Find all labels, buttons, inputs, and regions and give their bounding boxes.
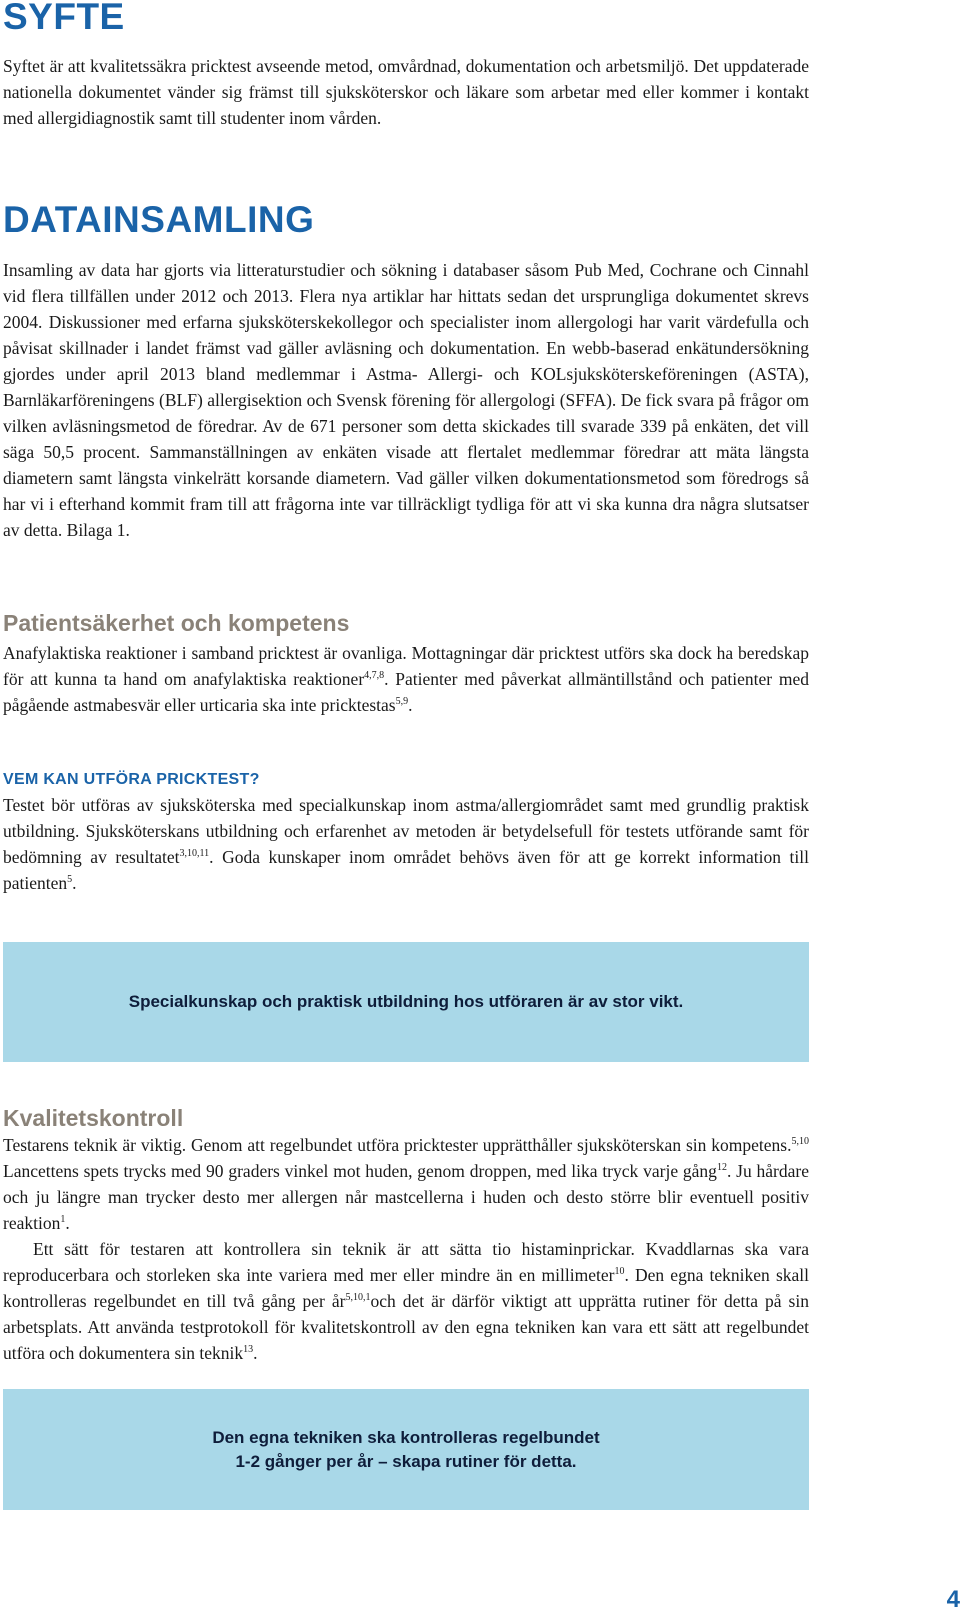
text-segment: Anafylaktiska reaktioner i samband pricktest är ovanliga. Mottagningar där pricktest utförs ska dock ha beredskap för att kunna ta hand om anafylaktiska reaktioner: [3, 643, 809, 689]
text-segment: Lancettens spets trycks med 90 graders vinkel mot huden, genom droppen, med lika tryck varje gång: [3, 1161, 717, 1181]
reference-superscript: 1: [60, 1214, 66, 1226]
text-segment: Testet bör utföras av sjuksköterska med specialkunskap inom astma/allergiområdet samt med grundlig praktisk utbildning. Sjuksköterskans utbildning och erfarenhet av metoden är betydelsefull för testets utförande samt för bedömning av resultatet: [3, 795, 809, 867]
reference-superscript: 4,7,8: [364, 670, 385, 682]
page-number: 4: [946, 1586, 960, 1613]
heading-syfte: SYFTE: [3, 0, 125, 37]
text-segment: Testarens teknik är viktig. Genom att regelbundet utföra pricktester upprätthåller sjuksköterskan sin kompetens.: [3, 1135, 792, 1155]
callout-text: Den egna tekniken ska kontrolleras regelbundet 1-2 gånger per år – skapa rutiner för detta.: [212, 1427, 600, 1471]
text-segment: . Patienter med påverkat allmäntillstånd och patienter med pågående astmabesvär eller urticaria ska inte pricktestas: [3, 669, 809, 715]
reference-superscript: 10: [614, 1266, 625, 1278]
callout-box-specialkunskap: [3, 942, 809, 1062]
reference-superscript: 5,10,1: [345, 1292, 371, 1304]
paragraph-patientsakerhet: [3, 640, 809, 718]
heading-patientsakerhet: Patientsäkerhet och kompetens: [3, 610, 350, 636]
paragraph-kvalitetskontroll-2: [3, 1236, 809, 1366]
reference-superscript: 13: [243, 1344, 254, 1356]
heading-datainsamling: DATAINSAMLING: [3, 199, 315, 240]
paragraph-vem-kan-utfora: [3, 792, 809, 896]
text-segment: . Ju hårdare och ju längre man trycker desto mer allergen når mastcellerna i huden och desto större blir eventuell positiv reaktion: [3, 1161, 809, 1233]
paragraph-syfte: Syftet är att kvalitetssäkra pricktest avseende metod, omvårdnad, dokumentation och arbetsmiljö. Det uppdaterade nationella dokumentet vänder sig främst till sjuksköterskor och läkare som arbetar med eller kommer i kontakt med allergidiagnostik samt till studenter inom vården.: [3, 56, 809, 128]
text-segment: .: [65, 1213, 70, 1233]
text-segment: . Den egna tekniken skall kontrolleras regelbundet en till två gång per år: [3, 1265, 809, 1311]
reference-superscript: 12: [716, 1162, 727, 1174]
paragraph-kvalitetskontroll-1: [3, 1132, 809, 1236]
text-segment: . Goda kunskaper inom området behövs även för att ge korrekt information till patienten: [3, 847, 809, 893]
callout-box-tekniken: [3, 1389, 809, 1510]
reference-superscript: 5,9: [395, 696, 409, 708]
reference-superscript: 5,10: [791, 1136, 809, 1148]
text-segment: och det är därför viktigt att upprätta rutiner för detta på sin arbetsplats. Att använda testprotokoll för kvalitetskontroll av den egna tekniken kan vara ett sätt att regelbundet utföra och dokumentera sin teknik: [3, 1291, 809, 1363]
heading-kvalitetskontroll: Kvalitetskontroll: [3, 1105, 184, 1131]
heading-vem-kan-utfora: VEM KAN UTFÖRA PRICKTEST?: [3, 771, 260, 788]
reference-superscript: 3,10,11: [179, 848, 210, 860]
callout-text: Specialkunskap och praktisk utbildning hos utföraren är av stor vikt.: [128, 992, 684, 1011]
text-segment: .: [253, 1343, 258, 1363]
paragraph-datainsamling: Insamling av data har gjorts via litteraturstudier och sökning i databaser såsom Pub Med, Cochrane och Cinnahl vid flera tillfällen under 2012 och 2013. Flera nya artiklar har hittats sedan det ursprungliga dokumentet skrevs 2004. Diskussioner med erfarna sjuksköterskekollegor och specialister inom allergologi har varit värdefulla och påvisat skillnader i landet främst vad gäller avläsning och dokumentation. En webb-baserad enkätundersökning gjordes under april 2013 bland medlemmar i Astma- Allergi- och KOLsjuksköterskeföreningen (ASTA), Barnläkarföreningens (BLF) allergisektion och Svensk förening för allergologi (SFFA). De fick svara på frågor om vilken avläsningsmetod de föredrar. Av de 671 personer som detta skickades till svarade 339 på enkäten, det vill säga 50,5 procent. Sammanställningen av enkäten visade att flertalet medlemmar föredrar att mäta längsta diametern samt längsta vinkelrätt korsande diametern. Vad gäller vilken dokumentationsmetod som föredrogs så har vi i efterhand kommit fram till att frågorna inte var tillräckligt tydliga för att vi ska kunna dra några slutsatser av detta. Bilaga 1.: [3, 260, 809, 540]
reference-superscript: 5: [67, 874, 73, 886]
text-segment: Ett sätt för testaren att kontrollera sin teknik är att sätta tio histaminprickar. Kvaddlarnas ska vara reproducerbara och storleken ska inte variera med mer eller mindre än en millimeter: [3, 1239, 809, 1285]
text-segment: .: [408, 695, 413, 715]
text-segment: .: [72, 873, 77, 893]
